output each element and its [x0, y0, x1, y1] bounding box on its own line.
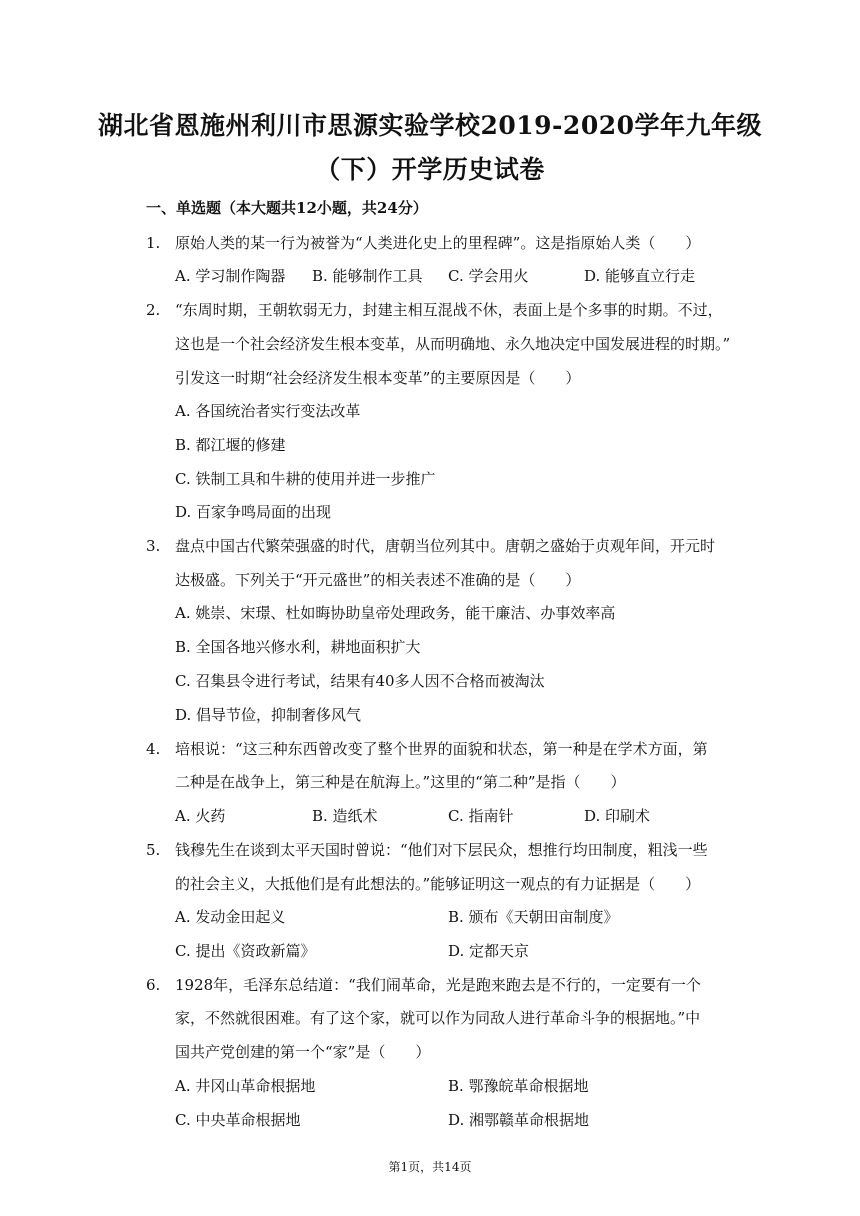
option-c: C. 学会用火: [448, 267, 529, 285]
option-d: D. 倡导节俭，抑制奢侈风气: [175, 706, 362, 724]
question-number: 6.: [146, 976, 161, 994]
question-text: 达极盛。下列关于“开元盛世”的相关表述不准确的是（ ）: [175, 571, 581, 589]
question-text: 培根说：“这三种东西曾改变了整个世界的面貌和状态，第一种是在学术方面，第: [175, 740, 708, 758]
option-d: D. 印刷术: [584, 807, 651, 825]
option-b: B. 鄂豫皖革命根据地: [448, 1077, 589, 1095]
question-text: 盘点中国古代繁荣强盛的时代，唐朝当位列其中。唐朝之盛始于贞观年间，开元时: [175, 537, 716, 555]
option-c: C. 铁制工具和牛耕的使用并进一步推广: [175, 470, 436, 488]
option-b: B. 都江堰的修建: [175, 436, 286, 454]
question-text: 家，不然就很困难。有了这个家，就可以作为同敌人进行革命斗争的根据地。”中: [175, 1009, 701, 1027]
option-d: D. 百家争鸣局面的出现: [175, 503, 332, 521]
question-text: “东周时期，王朝软弱无力，封建主相互混战不休，表面上是个多事的时期。不过，: [175, 301, 723, 319]
option-b: B. 能够制作工具: [312, 267, 423, 285]
option-c: C. 提出《资政新篇》: [175, 942, 316, 960]
section-heading: 一、单选题（本大题共12小题，共24分）: [146, 199, 428, 217]
question-number: 5.: [146, 841, 161, 859]
option-a: A. 井冈山革命根据地: [175, 1077, 316, 1095]
question-number: 4.: [146, 740, 161, 758]
question-text: 国共产党创建的第一个“家”是（ ）: [175, 1043, 431, 1061]
option-a: A. 各国统治者实行变法改革: [175, 402, 361, 420]
question-text: 原始人类的某一行为被誉为“人类进化史上的里程碑”。这是指原始人类（ ）: [175, 234, 701, 252]
page-footer: 第1页，共14页: [388, 1160, 472, 1174]
option-a: A. 发动金田起义: [175, 908, 286, 926]
option-d: D. 湘鄂赣革命根据地: [448, 1111, 590, 1129]
exam-title-line2: （下）开学历史试卷: [315, 155, 545, 184]
question-text: 这也是一个社会经济发生根本变革，从而明确地、永久地决定中国发展进程的时期。”: [175, 335, 731, 353]
question-text: 二种是在战争上，第三种是在航海上。”这里的“第二种”是指（ ）: [175, 773, 626, 791]
option-b: B. 颁布《天朝田亩制度》: [448, 908, 619, 926]
option-a: A. 姚崇、宋璟、杜如晦协助皇帝处理政务，能干廉洁、办事效率高: [175, 604, 616, 622]
question-text: 钱穆先生在谈到太平天国时曾说：“他们对下层民众，想推行均田制度，粗浅一些: [175, 841, 708, 859]
question-number: 3.: [146, 537, 161, 555]
option-b: B. 造纸术: [312, 807, 378, 825]
option-b: B. 全国各地兴修水利，耕地面积扩大: [175, 638, 421, 656]
option-a: A. 学习制作陶器: [175, 267, 286, 285]
option-c: C. 指南针: [448, 807, 514, 825]
option-c: C. 召集县令进行考试，结果有40多人因不合格而被淘汰: [175, 672, 545, 690]
exam-title-line1: 湖北省恩施州利川市思源实验学校2019-2020学年九年级: [97, 111, 763, 140]
question-number: 1.: [146, 234, 161, 252]
option-d: D. 定都天京: [448, 942, 530, 960]
question-text: 1928年，毛泽东总结道：“我们闹革命，光是跑来跑去是不行的，一定要有一个: [175, 976, 701, 994]
question-text: 引发这一时期“社会经济发生根本变革”的主要原因是（ ）: [175, 369, 581, 387]
question-text: 的社会主义，大抵他们是有此想法的。”能够证明这一观点的有力证据是（ ）: [175, 875, 701, 893]
option-c: C. 中央革命根据地: [175, 1111, 301, 1129]
option-a: A. 火药: [175, 807, 226, 825]
question-number: 2.: [146, 301, 161, 319]
option-d: D. 能够直立行走: [584, 267, 696, 285]
